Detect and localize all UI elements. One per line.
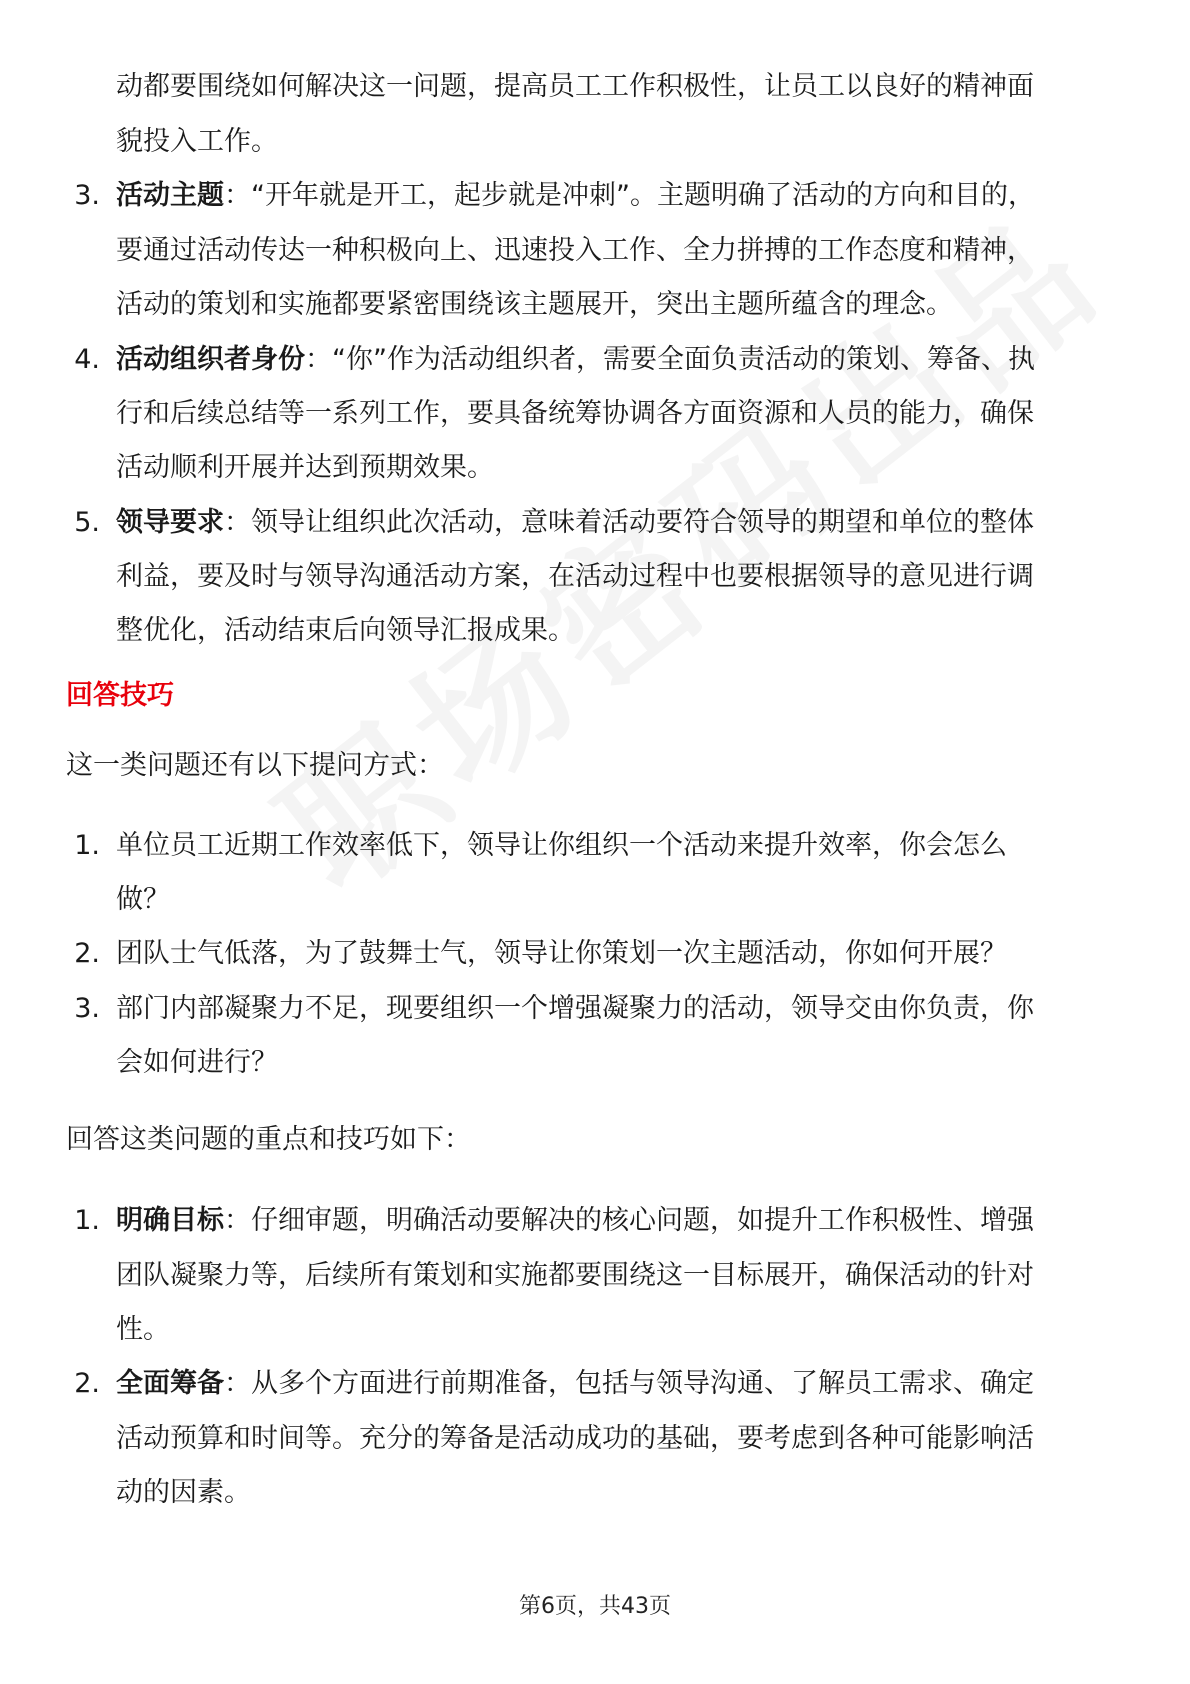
list-item-line: 做？ — [116, 884, 170, 915]
list-item-line: 会如何进行？ — [116, 1047, 278, 1078]
list-item-line: 单位员工近期工作效率低下，领导让你组织一个活动来提升效率，你会怎么 — [116, 830, 1007, 861]
list-item-line — [116, 1201, 1034, 1241]
list-item-term: 明确目标 — [116, 1205, 224, 1236]
list-item-line — [116, 1364, 1034, 1404]
list-item-term: 全面筹备 — [116, 1368, 224, 1399]
list-number: 3. — [74, 180, 100, 211]
list-item-line — [116, 340, 1035, 380]
intro-paragraph: 回答这类问题的重点和技巧如下： — [66, 1124, 471, 1155]
continuation-line: 貌投入工作。 — [116, 126, 278, 157]
list-item-text: ：从多个方面进行前期准备，包括与领导沟通、了解员工需求、确定 — [224, 1368, 1034, 1399]
list-item-line: 部门内部凝聚力不足，现要组织一个增强凝聚力的活动，领导交由你负责，你 — [116, 993, 1034, 1024]
list-number: 2. — [74, 1368, 100, 1399]
list-item-text: ：领导让组织此次活动，意味着活动要符合领导的期望和单位的整体 — [224, 507, 1034, 538]
list-item-line: 整优化，活动结束后向领导汇报成果。 — [116, 615, 575, 646]
list-item-line: 行和后续总结等一系列工作，要具备统筹协调各方面资源和人员的能力，确保 — [116, 398, 1034, 429]
intro-paragraph: 这一类问题还有以下提问方式： — [66, 750, 444, 781]
list-number: 3. — [74, 993, 100, 1024]
list-item-text: ：仔细审题，明确活动要解决的核心问题，如提升工作积极性、增强 — [224, 1205, 1034, 1236]
list-item-text: ：“开年就是开工，起步就是冲刺”。主题明确了活动的方向和目的， — [224, 180, 1035, 211]
list-item-line — [116, 503, 1034, 543]
list-item-line: 活动的策划和实施都要紧密围绕该主题展开，突出主题所蕴含的理念。 — [116, 289, 953, 320]
list-item-line: 动的因素。 — [116, 1477, 251, 1508]
list-item-line: 要通过活动传达一种积极向上、迅速投入工作、全力拼搏的工作态度和精神， — [116, 235, 1034, 266]
list-item-line: 性。 — [116, 1314, 170, 1345]
list-number: 1. — [74, 1205, 100, 1236]
list-item-term: 活动主题 — [116, 180, 224, 211]
section-heading: 回答技巧 — [66, 680, 174, 711]
list-item-line: 团队凝聚力等，后续所有策划和实施都要围绕这一目标展开，确保活动的针对 — [116, 1260, 1034, 1291]
list-number: 1. — [74, 830, 100, 861]
list-item-text: ：“你”作为活动组织者，需要全面负责活动的策划、筹备、执 — [305, 344, 1035, 375]
list-item-line: 活动顺利开展并达到预期效果。 — [116, 452, 494, 483]
list-item-line: 利益，要及时与领导沟通活动方案，在活动过程中也要根据领导的意见进行调 — [116, 561, 1034, 592]
list-number: 5. — [74, 507, 100, 538]
continuation-line: 动都要围绕如何解决这一问题，提高员工工作积极性，让员工以良好的精神面 — [116, 71, 1034, 102]
list-item-term: 活动组织者身份 — [116, 344, 305, 375]
page-footer: 第6页，共43页 — [519, 1594, 671, 1619]
list-item-line: 团队士气低落，为了鼓舞士气，领导让你策划一次主题活动，你如何开展？ — [116, 938, 1007, 969]
list-number: 4. — [74, 344, 100, 375]
list-item-line — [116, 176, 1035, 216]
list-item-term: 领导要求 — [116, 507, 224, 538]
list-item-line: 活动预算和时间等。充分的筹备是活动成功的基础，要考虑到各种可能影响活 — [116, 1423, 1034, 1454]
list-number: 2. — [74, 938, 100, 969]
